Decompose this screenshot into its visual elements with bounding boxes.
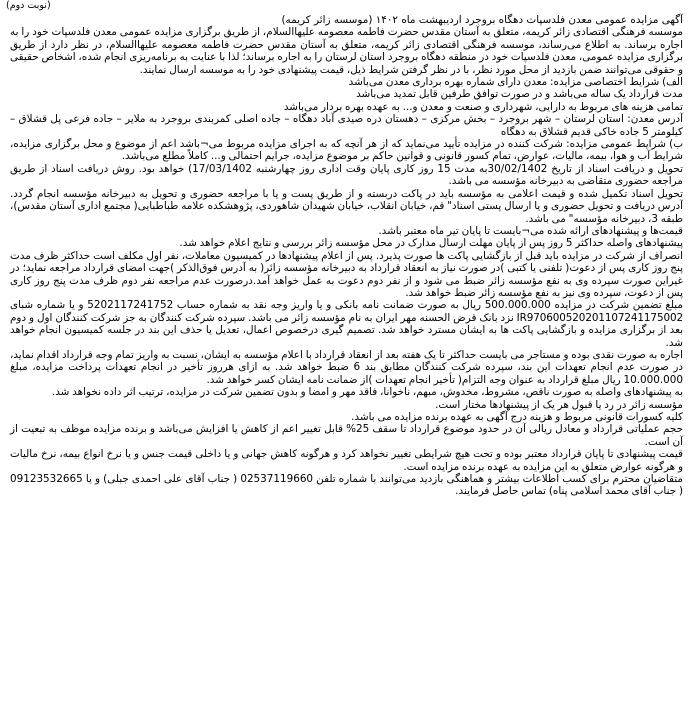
general-conditions-heading: ب) شرایط عمومی مزایده: شرکت کننده در مزایده تأیید می‌نماید که از هر آنچه که به اجرای مزایده مربوط می¬باشد اعم از موضوع و محل برگزاری مزایده، شرایط آب و هوا، بیمه، مالیات، عوارض، تمام کسور قانونی و قوانین حاکم بر موضوع مزایده، جرایم احتمالی و... کاملاً مطلع می‌باشد. bbox=[10, 138, 683, 163]
incomplete-bids-clause: به پیشنهادهای واصله به صورت ناقص، مشروط، مخدوش، مبهم، ناخوانا، فاقد مهر و امضا و بدون تضمین شرکت در مزایده، ترتیب اثر داده نخواهد شد. bbox=[51, 386, 683, 399]
notice-body bbox=[10, 26, 683, 497]
payment-clause: اجاره به صورت نقدی بوده و مستاجر می بایست حداکثر تا یک هفته بعد از انعقاد قرارداد با اعلام مؤسسه به ایشان، نسبت به واریز تمام وجه قرارداد اقدام نماید، در صورت عدم انجام تعهدات این بند، سپرده شرکت کنندگان مطابق بند 6 ضبط خواهد شد. به ازای هرروز تأخیر در انجام تعهدات پرداخت مزایده، مبلغ 10.000.000 ریال مبلغ قرارداد به عنوان وجه التزام( تأخیر انجام تعهدات )از ضمانت نامه ایشان کسر خواهد شد. bbox=[10, 348, 683, 386]
documents-delivery-clause: تحویل و دریافت اسناد از تاریخ 30/02/1402به مدت 15 روز کاری پایان وقت اداری روز چهارشنبه 17/03/1402) خواهد بود. روش دریافت اسناد از طریق مراجعه حضوری متقاضی به دبیرخانه مؤسسه می باشد. bbox=[10, 162, 683, 188]
contract-duration-clause: مدت قرارداد یک ساله می‌باشد و در صورت توافق طرفین قابل تمدید می‌باشد bbox=[356, 88, 683, 101]
deductions-clause: کلیه کسورات قانونی مربوط و هزینه درج آگهی به عهده برنده مزایده می باشد. bbox=[351, 411, 683, 423]
price-validity-clause: قیمت‌ها و پیشنهادهای ارائه شده می¬بایست تا پایان تیر ماه معتبر باشد. bbox=[378, 224, 683, 237]
specific-conditions-heading: الف) شرایط اختصاصی مزایده: معدن دارای شماره بهره برداری معدن می‌باشد bbox=[348, 76, 683, 89]
price-fixed-clause: قیمت پیشنهادی تا پایان قرارداد معتبر بوده و تحت هیچ شرایطی تغییر نخواهد کرد و هرگونه کاهش جهانی و یا داخلی قیمت جنس و یا نرخ انواع بیمه، نرخ مالیات و هرگونه عوارض متعلق به این مزایده به عهده برنده مزایده است. bbox=[10, 448, 683, 473]
contact-clause: متقاضیان محترم برای کسب اطلاعات بیشتر و هماهنگی بازدید می‌توانند با شماره تلفن 02537119660 ( جناب آقای علی احمدی جبلی) و یا 09123532665 ( جناب آقای محمد اسلامی پناه) تماس حاصل فرمایند. bbox=[10, 473, 684, 498]
acceptance-clause: مؤسسه زائر در رد یا قبول هر یک از پیشنهادها مختار است. bbox=[435, 398, 683, 411]
costs-clause: تمامی هزینه های مربوط به دارایی، شهرداری و صنعت و معدن و... به عهده بهره بردار می‌باشد bbox=[283, 100, 683, 113]
documents-submission-clause: تحویل اسناد تکمیل شده و قیمت اعلامی به مؤسسه باید در پاکت دربسته و از طریق پست و یا با مراجعه حضوری و تحویل به دبیرخانه مؤسسه انجام گردد. آدرس دریافت و تحویل حضوری و یا ارسال پستی اسناد" قم، خیابان انقلاب، خیابان شهیدان شاهوردی، پژوهشکده علامه طباطبایی( مجتمع اداری آستان مقدس)، طبقه 3، دبیرخانه مؤسسه" می باشد. bbox=[10, 187, 683, 225]
withdrawal-clause: انصراف از شرکت در مزایده باید قبل از بازگشایی پاکت ها صورت پذیرد. پس از اعلام پیشنهادها در کمیسیون معاملات، نفر اول مکلف است حداکثر ظرف مدت پنج روز کاری پس از دعوت( تلفنی یا کتبی )در صورت نیاز به انعقاد قرارداد به دبیرخانه مؤسسه زائر( به آدرس فوق‌الذکر )جهت امضای قرارداد مراجعه نماید؛ در غیراین صورت سپرده وی به نفع مؤسسه زائر ضبط می شود و از نفر دوم دعوت به عمل خواهد آمد.درصورت عدم مراجعه نفر دوم ظرف مدت پنج روز کاری پس از دعوت، سپرده وی نیز به نفع مؤسسه زائر ضبط خواهد شد. bbox=[10, 249, 683, 299]
guarantee-clause: مبلغ تضمین شرکت در مزایده 500.000.000 ریال به صورت ضمانت نامه بانکی و یا واریز وجه نقد به شماره حساب 5202117241752 و یا شماره شبای IR970600520201107241175002 نزد بانک قرض الحسنه مهر ایران به نام مؤسسه زائر می باشد. سپرده شرکت کنندگان به جز شرکت کنندگان اول و دوم بعد از برگزاری مزایده و بازگشایی پاکت ها به ایشان مسترد خواهد شد. تصمیم گیری درخصوص اعمال، تعدیل یا حذف این بند در جلسه کمیسیون انجام خواهد شد. bbox=[10, 299, 683, 349]
notice-title: آگهی مزایده عمومی معدن فلدسپات دهگاه بروجرد اردیبهشت ماه ۱۴۰۲ (موسسه زائر کریمه) bbox=[281, 14, 683, 26]
review-clause: پیشنهادهای واصله حداکثر 5 روز پس از پایان مهلت ارسال مدارک در محل مؤسسه زائر بررسی و نتایج اعلام خواهد شد. bbox=[179, 237, 683, 250]
volume-change-clause: حجم عملیاتی قرارداد و معادل ریالی آن در حدود موضوع قرارداد تا سقف 25% قابل تغییر اعم از کاهش یا افزایش می‌باشد و برنده مزایده موظف به تبعیت از آن است. bbox=[10, 423, 683, 448]
mine-address-clause: آدرس معدن: استان لرستان – شهر بروجرد – بخش مرکزی – دهستان دره صیدی آباد دهگاه – جاده اصلی کمربندی بروجرد به ملایر – جاده فرعی پل قشلاق – کیلومتر 5 جاده خاکی قدیم قشلاق به دهگاه bbox=[10, 113, 683, 138]
intro-paragraph: موسسه فرهنگی اقتصادی زائر کریمه، متعلق به آستان مقدس حضرت فاطمه معصومه علیهاالسلام، از طریق برگزاری مزایده عمومی معدن فلدسپات خود را به اجاره برساند. به اطلاع می‌رساند، موسسه فرهنگی اقتصادی زائر کریمه، متعلق به آستان مقدس حضرت فاطمه معصومه علیهاالسلام، در نظر دارد از طریق برگزاری مزایده عمومی، معدن فلدسپات خود در منطقه دهگاه بروجرد استان لرستان را به اجاره برساند؛ لذا با عنایت به برنامه‌ریزی انجام شده، اشخاص حقیقی و حقوقی می‌توانند ضمن بازدید از محل مورد نظر، با در نظر گرفتن شرایط ذیل، قیمت پیشنهادی خود را به موسسه ارسال نمایند. bbox=[10, 26, 683, 76]
notice-round-label: (نوبت دوم) bbox=[6, 0, 51, 11]
